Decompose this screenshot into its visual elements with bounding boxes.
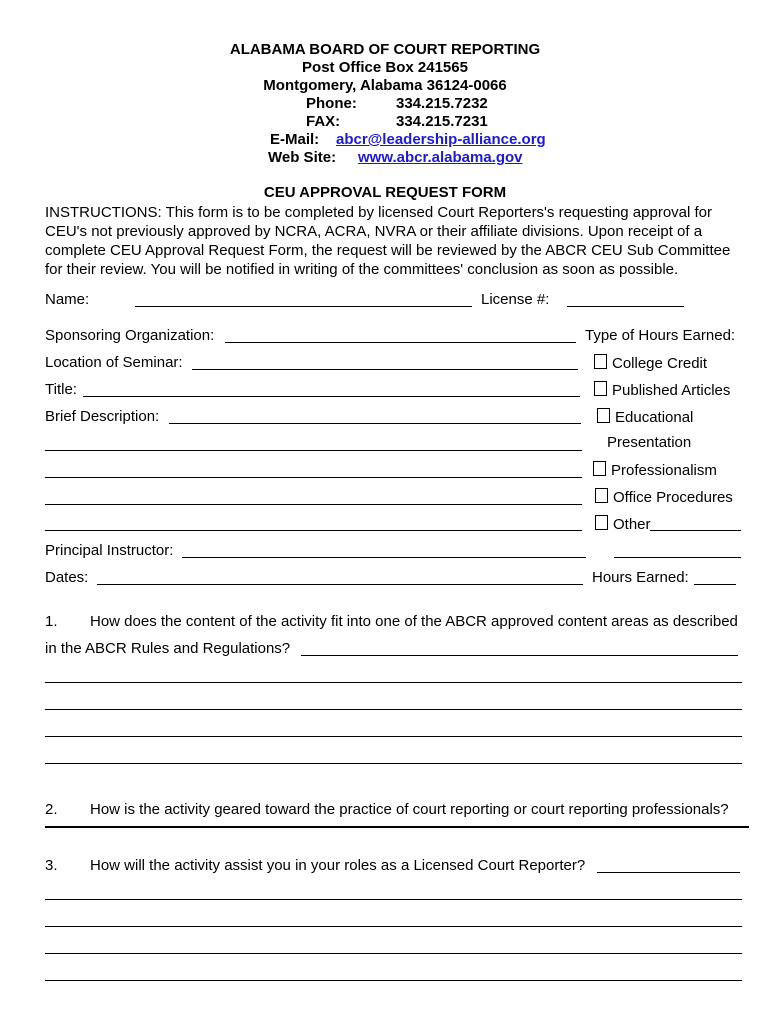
description-field-line[interactable] (45, 504, 582, 505)
location-field[interactable] (192, 369, 578, 370)
fax-label: FAX: (306, 113, 341, 130)
question-1-text-cont: in the ABCR Rules and Regulations? (45, 640, 291, 657)
instructions-line: for their review. You will be notified in writing of the committees' conclusion as soon as possible. (45, 261, 679, 278)
question-3-number: 3. (45, 857, 58, 874)
license-label: License #: (481, 291, 550, 308)
instructions-line: complete CEU Approval Request Form, the request will be reviewed by the ABCR CEU Sub Committee (45, 242, 731, 259)
checkbox-icon[interactable] (595, 488, 608, 503)
question-1-number: 1. (45, 613, 58, 630)
license-field[interactable] (567, 306, 684, 307)
title-label: Title: (45, 381, 77, 398)
email-link[interactable]: abcr@leadership-alliance.org (336, 131, 546, 148)
location-label: Location of Seminar: (45, 354, 183, 371)
dates-label: Dates: (45, 569, 89, 586)
org-name: ALABAMA BOARD OF COURT REPORTING (229, 41, 541, 58)
question-1-answer-line[interactable] (45, 763, 742, 764)
question-1-answer-line[interactable] (45, 736, 742, 737)
sponsoring-org-label: Sponsoring Organization: (45, 327, 215, 344)
instructions-line: INSTRUCTIONS: This form is to be completed by licensed Court Reporters's requesting approval for (45, 204, 713, 221)
question-1-answer-line[interactable] (45, 709, 742, 710)
question-3-answer-line[interactable] (45, 926, 742, 927)
website-label: Web Site: (268, 149, 337, 166)
instructions-line: CEU's not previously approved by NCRA, ACRA, NVRA or their affiliate divisions. Upon receipt of a (45, 223, 703, 240)
form-title: CEU APPROVAL REQUEST FORM (263, 184, 507, 201)
sponsoring-org-field[interactable] (225, 342, 576, 343)
instructor-field[interactable] (182, 557, 586, 558)
description-field-line[interactable] (45, 530, 582, 531)
question-1-answer[interactable] (301, 655, 738, 656)
po-box: Post Office Box 241565 (302, 59, 468, 76)
description-field[interactable] (169, 423, 581, 424)
office-procedures-option[interactable]: Office Procedures (595, 488, 733, 506)
question-3-answer-line[interactable] (45, 953, 742, 954)
question-3-answer-line[interactable] (45, 899, 742, 900)
checkbox-icon[interactable] (595, 515, 608, 530)
city-address: Montgomery, Alabama 36124-0066 (263, 77, 507, 94)
instructions (45, 203, 745, 279)
educational-option[interactable]: Educational (597, 408, 693, 426)
instructor-label: Principal Instructor: (45, 542, 174, 559)
phone-number: 334.215.7232 (396, 95, 488, 112)
checkbox-icon[interactable] (593, 461, 606, 476)
description-label: Brief Description: (45, 408, 160, 425)
dates-field[interactable] (97, 584, 583, 585)
description-field-line[interactable] (45, 450, 582, 451)
checkbox-icon[interactable] (594, 354, 607, 369)
question-2-answer[interactable] (45, 826, 749, 828)
published-articles-option[interactable]: Published Articles (594, 381, 730, 399)
question-2-text: How is the activity geared toward the practice of court reporting or court reporting professionals? (90, 801, 729, 818)
presentation-label: Presentation (607, 434, 692, 451)
question-2-number: 2. (45, 801, 58, 818)
question-3-text: How will the activity assist you in your roles as a Licensed Court Reporter? (90, 857, 586, 874)
checkbox-icon[interactable] (597, 408, 610, 423)
question-3-answer[interactable] (597, 872, 740, 873)
question-1-answer-line[interactable] (45, 682, 742, 683)
fax-number: 334.215.7231 (396, 113, 488, 130)
name-field[interactable] (135, 306, 472, 307)
other-option[interactable]: Other (595, 515, 651, 533)
college-credit-option[interactable]: College Credit (594, 354, 707, 372)
website-link[interactable]: www.abcr.alabama.gov (358, 149, 523, 166)
checkbox-icon[interactable] (594, 381, 607, 396)
phone-label: Phone: (306, 95, 357, 112)
name-label: Name: (45, 291, 90, 308)
email-label: E-Mail: (270, 131, 320, 148)
other-field-line[interactable] (614, 557, 741, 558)
question-3-answer-line[interactable] (45, 980, 742, 981)
hours-earned-field[interactable] (694, 584, 736, 585)
hours-earned-label: Hours Earned: (592, 569, 689, 586)
question-1-text: How does the content of the activity fit into one of the ABCR approved content areas as described (90, 613, 738, 630)
other-field[interactable] (650, 530, 741, 531)
professionalism-option[interactable]: Professionalism (593, 461, 717, 479)
type-of-hours-label: Type of Hours Earned: (585, 327, 736, 344)
description-field-line[interactable] (45, 477, 582, 478)
title-field[interactable] (83, 396, 580, 397)
